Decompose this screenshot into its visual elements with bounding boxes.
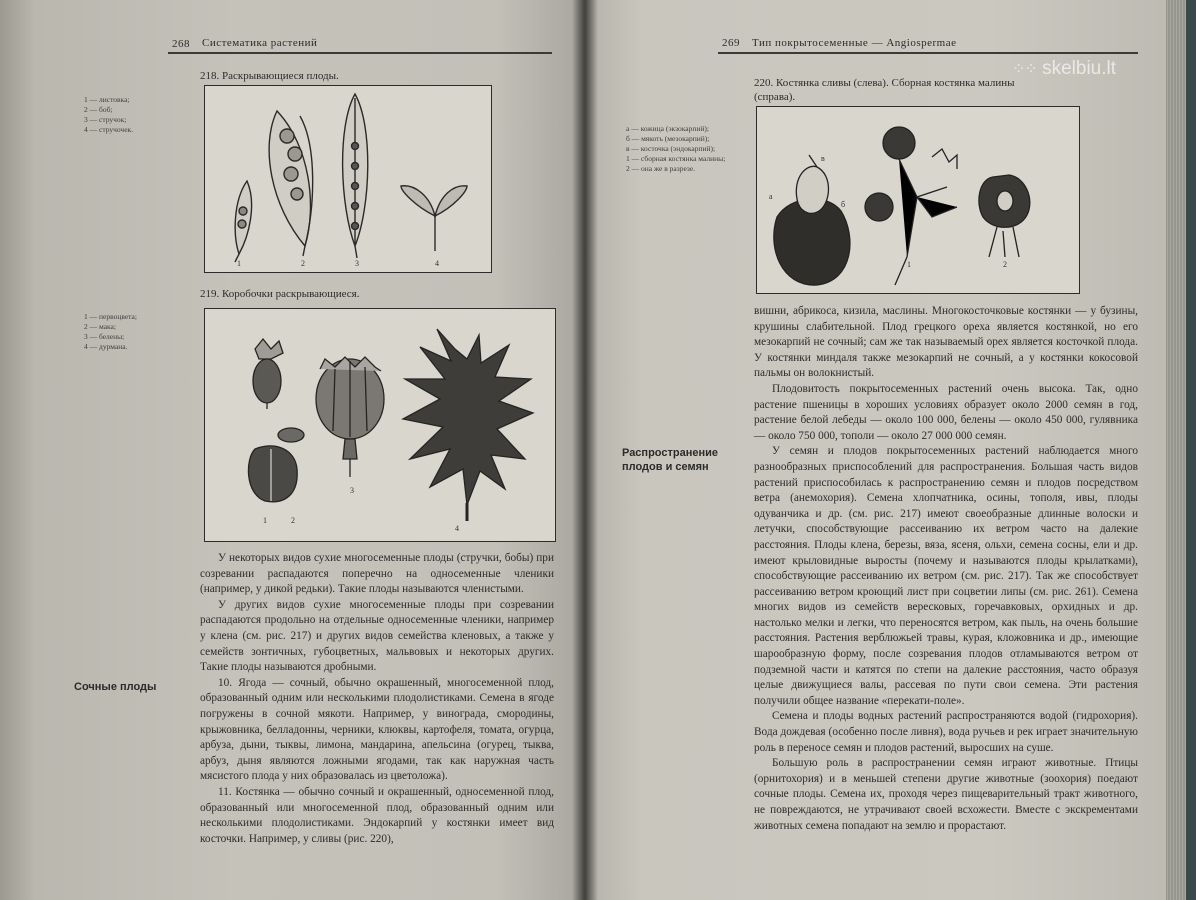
side-heading: Сочные плоды xyxy=(74,681,157,693)
legend-item: 2 — боб; xyxy=(84,105,113,114)
figure-number: 1 xyxy=(907,260,911,269)
legend-item: 3 — белены; xyxy=(84,332,125,341)
legend-item: в — косточка (эндокарпий); xyxy=(626,144,716,153)
paragraph: У некоторых видов сухие многосеменные плоды (стручки, бобы) при созревании распадаются поперечно на односеменные членики (например, у дикой редьки). Такие плоды называются членистыми. xyxy=(200,552,554,596)
figure-number: 2 xyxy=(301,259,305,268)
page-number: 269 xyxy=(722,37,740,49)
paragraph: Плодовитость покрытосеменных растений очень высока. Так, одно растение пшеницы в хороших условиях образует около 2000 семян в год, растение белой лебеды — около 100 000, белены — около 450 000, гулявника — около 750 000, тополи — около 27 000 000 семян. xyxy=(754,382,1138,442)
legend-item: а — кожица (экзокарпий); xyxy=(626,124,709,133)
legend-item: 1 — сборная костянка малины; xyxy=(626,154,726,163)
figure-caption: 220. Костянка сливы (слева). Сборная костянка малины (справа). xyxy=(754,77,1015,103)
figure-219-capsules xyxy=(204,308,556,542)
legend-item: 1 — листовка; xyxy=(84,95,130,104)
drupes-illustration xyxy=(757,107,1079,293)
right-page xyxy=(584,0,1166,900)
figure-number: 2 xyxy=(291,516,295,525)
paragraph: Большую роль в распространении семян играют животные. Птицы (орнитохория) и в меньшей степени другие животные (зоохория) поедают сочные плоды. Семена их, проходя через пищеварительный тракт животного, не повреждаются, не утрачивают своей всхожести. Вместе с экскрементами животных семена попадают на землю и прорастают. xyxy=(754,757,1138,832)
watermark-text: skelbiu.lt xyxy=(1042,58,1117,79)
figure-caption: 218. Раскрывающиеся плоды. xyxy=(200,70,339,82)
paragraph: 11. Костянка — обычно сочный и окрашенный, односеменной плод, образованный или многосеменной плод, образованный одним или несколькими плодолистиками. Эндокарпий у костянки имеет вид косточки. Например, у сливы (рис. 220), xyxy=(200,785,554,845)
paragraph: 10. Ягода — сочный, обычно окрашенный, многосеменной плод, образованный одним или несколькими плодолистиками. Семена в ягоде погружены в сочной мякоти. Например, у винограда, смородины, крыжовника, белладонны, черники, клюквы, картофеля, томата, огурца, арбуза, дыни, тыквы, лимона, мандарина, апельсина (огурец, тыква, арбуз, дыня являются ложными ягодами, так как наружная часть мясистого плода у них образовалась из цветоложа). xyxy=(200,676,554,783)
book-cover-edge xyxy=(1186,0,1196,900)
watermark-dots-icon: ⁘⁘ xyxy=(1012,61,1037,78)
figure-number: 4 xyxy=(455,524,459,533)
figure-legend xyxy=(84,312,137,352)
legend-item: 4 — стручочек. xyxy=(84,125,134,134)
figure-number: 1 xyxy=(237,259,241,268)
figure-220-drupes xyxy=(756,106,1080,294)
paragraph: Семена и плоды водных растений распространяются водой (гидрохория). Вода дождевая (особенно после ливня), вода ручьев и рек играет значительную роль в переносе семян и плодов растений, выросших на суше. xyxy=(754,710,1138,754)
figure-number: 2 xyxy=(1003,260,1007,269)
figure-caption: 219. Коробочки раскрывающиеся. xyxy=(200,288,360,300)
figure-218-pods xyxy=(204,85,492,273)
figure-legend xyxy=(84,95,133,135)
legend-item: 3 — стручок; xyxy=(84,115,127,124)
legend-item: б — мякоть (мезокарпий); xyxy=(626,134,710,143)
figure-number: 3 xyxy=(355,259,359,268)
running-head: Систематика растений xyxy=(202,37,318,49)
header-rule xyxy=(718,52,1138,54)
body-text xyxy=(200,551,554,847)
header-rule xyxy=(168,52,552,54)
book-gutter xyxy=(572,0,598,900)
figure-letter: а xyxy=(769,192,773,201)
figure-legend xyxy=(626,124,746,174)
figure-number: 1 xyxy=(263,516,267,525)
left-page xyxy=(0,0,584,900)
running-head: Тип покрытосеменные — Angiospermae xyxy=(752,37,957,49)
legend-item: 2 — она же в разрезе. xyxy=(626,164,696,173)
legend-item: 4 — дурмана. xyxy=(84,342,128,351)
paragraph: вишни, абрикоса, кизила, маслины. Многокосточковые костянки — у бузины, крушины слабительной. Плод грецкого ореха является костянкой, но его мезокарпий не сочный; сам же так называемый орех является косточкой плода. У костянки миндаля также мезокарпий не сочный, а у костянки кокосовой пальмы он волокнистый. xyxy=(754,305,1138,380)
figure-letter: б xyxy=(841,200,846,209)
legend-item: 1 — первоцвета; xyxy=(84,312,137,321)
paragraph: У семян и плодов покрытосеменных растений наблюдается много разнообразных приспособлений для распространения. Большая часть видов растений приспособилась к распространению семян и плодов посредством ветра (анемохория). Семена хлопчатника, осины, тополя, ивы, плоды одуванчика и др. (см. рис. 217) имеют своеобразные длинные волоски и летучки, способствующие рассеиванию их ветром часто на далекие расстояния. Плоды клена, березы, вяза, ясеня, ольхи, семена сосны, ели и др. имеют крыловидные выросты (почему и называются плоды крылатками), способствующие рассеиванию их ветром (см. рис. 217). Так же способствует рассеиванию ветром кроющий лист при соцветии липы (см. рис. 261). Семена многих видов из семейств вересковых, горечавковых, орхидных и др. настолько мелки и легки, что переносятся ветром, как пыль, на очень большие расстояния. Растения верблюжьей травы, курая, кложовника и др., имеющие шарообразную форму, после созревания плодов отламываются ветром от подземной части и катятся по степи на далекие расстояния, часто образуя целые движущиеся валы, рассевая по пути свои семена. Эти растения получили общее название «перекати-поле». xyxy=(754,445,1138,707)
body-text xyxy=(754,304,1138,834)
legend-item: 2 — мака; xyxy=(84,322,116,331)
capsules-illustration xyxy=(205,309,555,541)
figure-letter: в xyxy=(821,154,825,163)
page-number: 268 xyxy=(172,38,190,50)
pods-illustration xyxy=(205,86,491,272)
figure-number: 4 xyxy=(435,259,439,268)
side-heading: Распространение плодов и семян xyxy=(622,447,718,473)
paragraph: У других видов сухие многосеменные плоды при созревании распадаются продольно на отдельные односеменные членики, например у клена (см. рис. 217) и других видов семейства кленовых, а также у семейств зонтичных, губоцветных, мальвовых и некоторых других. Такие плоды называются дробными. xyxy=(200,598,554,674)
figure-number: 3 xyxy=(350,486,354,495)
